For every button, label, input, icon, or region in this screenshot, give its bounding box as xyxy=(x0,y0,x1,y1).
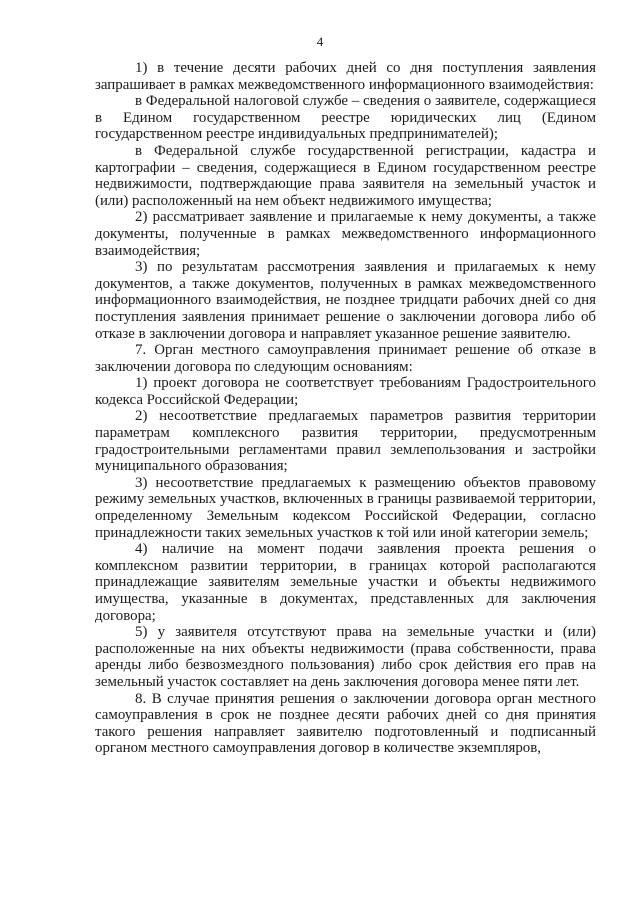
document-body xyxy=(95,60,596,757)
paragraph-4: 2) рассматривает заявление и прилагаемые к нему документы, а также документы, полученные в рамках межведомственного информационного взаимодействия; xyxy=(95,209,596,259)
paragraph-6: 7. Орган местного самоуправления принимает решение об отказе в заключении договора по следующим основаниям: xyxy=(95,342,596,375)
paragraph-8: 2) несоответствие предлагаемых параметров развития территории параметрам комплексного развития территории, предусмотренным градостроительными регламентами правил землепользования и застройки муниципального образования; xyxy=(95,408,596,475)
paragraph-2: в Федеральной налоговой службе – сведения о заявителе, содержащиеся в Едином государственном реестре юридических лиц (Едином государственном реестре индивидуальных предпринимателей); xyxy=(95,93,596,143)
paragraph-3: в Федеральной службе государственной регистрации, кадастра и картографии – сведения, содержащиеся в Едином государственном реестре недвижимости, подтверждающие права заявителя на земельный участок и (или) расположенный на нем объект недвижимого имущества; xyxy=(95,142,596,209)
paragraph-12: 8. В случае принятия решения о заключении договора орган местного самоуправления в срок не позднее десяти рабочих дней со дня принятия такого решения направляет заявителю подготовленный и подписанный органом местного самоуправления договор в количестве экземпляров, xyxy=(95,690,596,757)
paragraph-7: 1) проект договора не соответствует требованиям Градостроительного кодекса Российской Федерации; xyxy=(95,375,596,408)
paragraph-1: 1) в течение десяти рабочих дней со дня поступления заявления запрашивает в рамках межведомственного информационного взаимодействия: xyxy=(95,60,596,93)
paragraph-11: 5) у заявителя отсутствуют права на земельные участки и (или) расположенные на них объекты недвижимости (права собственности, права аренды либо безвозмездного пользования) либо срок действия его прав на земельный участок составляет на день заключения договора менее пяти лет. xyxy=(95,624,596,690)
page-number: 4 xyxy=(316,34,324,49)
paragraph-10: 4) наличие на момент подачи заявления проекта решения о комплексном развитии территории, в границах которой располагаются принадлежащие заявителям земельные участки и объекты недвижимого имущества, указанные в документах, представленных для заключения договора; xyxy=(95,541,596,624)
paragraph-5: 3) по результатам рассмотрения заявления и прилагаемых к нему документов, а также документов, полученных в рамках межведомственного информационного взаимодействия, не позднее тридцати рабочих дней со дня поступления заявления принимает решение о заключении договора либо об отказе в заключении договора и направляет указанное решение заявителю. xyxy=(95,259,596,342)
paragraph-9: 3) несоответствие предлагаемых к размещению объектов правовому режиму земельных участков, включенных в границы развиваемой территории, определенному Земельным кодексом Российской Федерации, согласно принадлежности таких земельных участков к той или иной категории земель; xyxy=(95,474,596,541)
